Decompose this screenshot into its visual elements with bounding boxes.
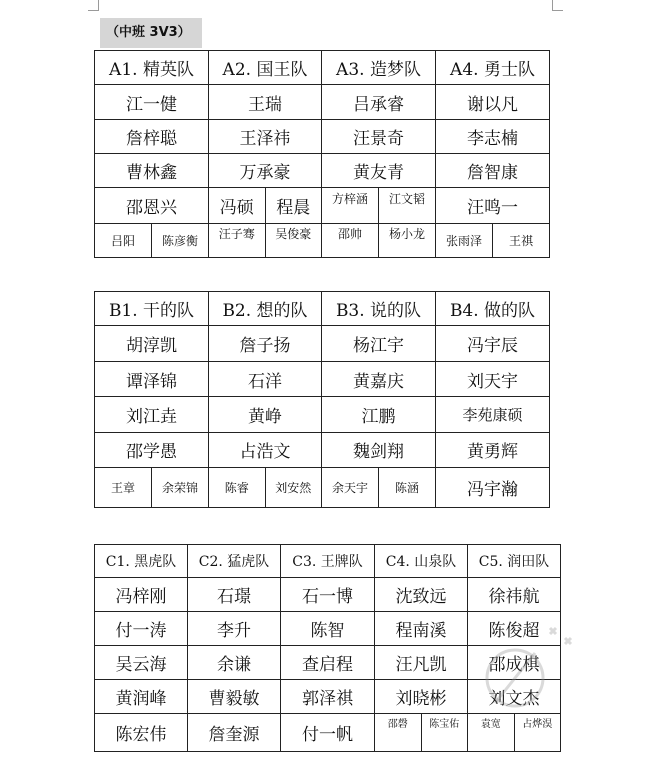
player-cell: 汪景奇 [322,120,436,154]
split-cell [322,188,436,224]
player-cell: 詹梓聪 [95,120,209,154]
player-cell: 陈宝佑 [421,714,467,751]
table-row [95,85,550,120]
player-cell: 陈智 [281,612,375,646]
table-row [95,120,550,154]
player-cell: 方梓涵 [331,192,368,206]
team-c5-header: C5. 润田队 [468,545,561,578]
table-row [95,467,550,507]
player-cell: 王祺 [493,224,550,257]
player-cell: 江文韬 [379,188,436,223]
player-cell: 吴云海 [95,646,188,680]
table-row [95,612,561,646]
page-corner-mark-left [88,0,99,11]
player-cell: 冯梓刚 [95,578,188,612]
player-cell: 江一健 [95,85,209,120]
player-cell: 刘安然 [265,468,321,507]
player-cell: 余谦 [188,646,281,680]
table-c [94,544,561,752]
table-row [95,714,561,752]
team-b3-header: B3. 说的队 [322,292,436,326]
table-c-header-row [95,545,561,578]
player-cell: 黄峥 [209,397,322,432]
player-cell: 杨江宇 [322,326,436,362]
player-cell: 余荣锦 [152,468,209,507]
player-cell: 程晨 [265,188,321,223]
table-a [94,50,550,258]
player-cell: 万承豪 [209,154,322,188]
player-cell: 石一博 [281,578,375,612]
table-row [95,326,550,362]
player-cell: 邵学愚 [95,432,209,467]
player-cell: 詹智康 [436,154,550,188]
player-cell: 汪鸣一 [436,188,550,224]
player-cell: 陈俊超 [468,612,561,646]
table-row [95,578,561,612]
player-cell: 詹子扬 [209,326,322,362]
player-cell: 汪子骞 [218,227,255,241]
player-cell: 胡淳凯 [95,326,209,362]
player-cell: 陈涵 [379,468,436,507]
player-cell: 江鹏 [322,397,436,432]
player-cell: 查启程 [281,646,375,680]
team-b4-header: B4. 做的队 [436,292,550,326]
split-cell [95,224,209,258]
player-cell: 魏剑翔 [322,432,436,467]
table-row [95,154,550,188]
player-cell: 黄润峰 [95,680,188,714]
player-cell: 谭泽锦 [95,362,209,397]
player-cell: 冯宇瀚 [436,467,550,507]
player-cell: 王瑞 [209,85,322,120]
player-cell: 刘晓彬 [375,680,468,714]
table-b-header-row [95,292,550,326]
split-cell [468,714,561,752]
player-cell: 曹毅敏 [188,680,281,714]
split-cell [209,467,322,507]
player-cell: 张雨泽 [445,234,482,248]
player-cell: 冯硕 [219,198,254,218]
table-row [95,397,550,432]
player-cell: 冯宇辰 [436,326,550,362]
table-row [95,646,561,680]
team-c3-header: C3. 王牌队 [281,545,375,578]
table-a-header-row [95,51,550,85]
player-cell: 沈致远 [375,578,468,612]
table-row [95,432,550,467]
team-c1-header: C1. 黑虎队 [95,545,188,578]
player-cell: 王泽祎 [209,120,322,154]
player-cell: 袁宽 [480,719,501,730]
player-cell: 郭泽祺 [281,680,375,714]
split-cell [95,467,209,507]
player-cell: 邵恩兴 [95,188,209,224]
team-c2-header: C2. 猛虎队 [188,545,281,578]
player-cell: 吕承睿 [322,85,436,120]
player-cell: 陈宏伟 [95,714,188,752]
team-a3-header: A3. 造梦队 [322,51,436,85]
team-a2-header: A2. 国王队 [209,51,322,85]
player-cell: 黄嘉庆 [322,362,436,397]
page-corner-mark-right [552,0,563,11]
player-cell: 邵帅 [337,227,362,241]
player-cell: 陈睿 [224,480,249,495]
split-cell [436,224,550,258]
split-cell [209,224,322,258]
player-cell: 占浩文 [209,432,322,467]
player-cell: 石洋 [209,362,322,397]
player-cell: 刘文杰 [468,680,561,714]
player-cell: 曹林鑫 [95,154,209,188]
player-cell: 詹奎源 [188,714,281,752]
player-cell: 邵成棋 [468,646,561,680]
player-cell: 付一帆 [281,714,375,752]
player-cell: 李升 [188,612,281,646]
team-b1-header: B1. 干的队 [95,292,209,326]
player-cell: 吴俊豪 [265,224,321,257]
team-b2-header: B2. 想的队 [209,292,322,326]
split-cell [322,224,436,258]
player-cell: 黄勇辉 [436,432,550,467]
player-cell: 程南溪 [375,612,468,646]
player-cell: 刘天宇 [436,362,550,397]
player-cell: 李志楠 [436,120,550,154]
player-cell: 黄友青 [322,154,436,188]
table-row [95,188,550,224]
table-row [95,224,550,258]
player-cell: 占烨淏 [514,714,560,751]
table-row [95,362,550,397]
player-cell: 余天宇 [331,480,368,495]
class-badge: （中班 3V3） [100,18,202,48]
player-cell: 李苑康硕 [436,397,550,432]
team-a4-header: A4. 勇士队 [436,51,550,85]
player-cell: 汪凡凯 [375,646,468,680]
split-cell [322,467,436,507]
player-cell: 徐祎航 [468,578,561,612]
player-cell: 吕阳 [110,234,135,248]
player-cell: 刘江垚 [95,397,209,432]
player-cell: 谢以凡 [436,85,550,120]
player-cell: 付一涛 [95,612,188,646]
player-cell: 王章 [110,480,135,495]
split-cell [375,714,468,752]
team-a1-header: A1. 精英队 [95,51,209,85]
player-cell: 邵磬 [387,719,408,730]
player-cell: 杨小龙 [379,224,436,257]
player-cell: 石璟 [188,578,281,612]
table-row [95,680,561,714]
player-cell: 陈彦衡 [152,224,209,257]
split-cell [209,188,322,224]
table-b [94,291,550,508]
team-c4-header: C4. 山泉队 [375,545,468,578]
